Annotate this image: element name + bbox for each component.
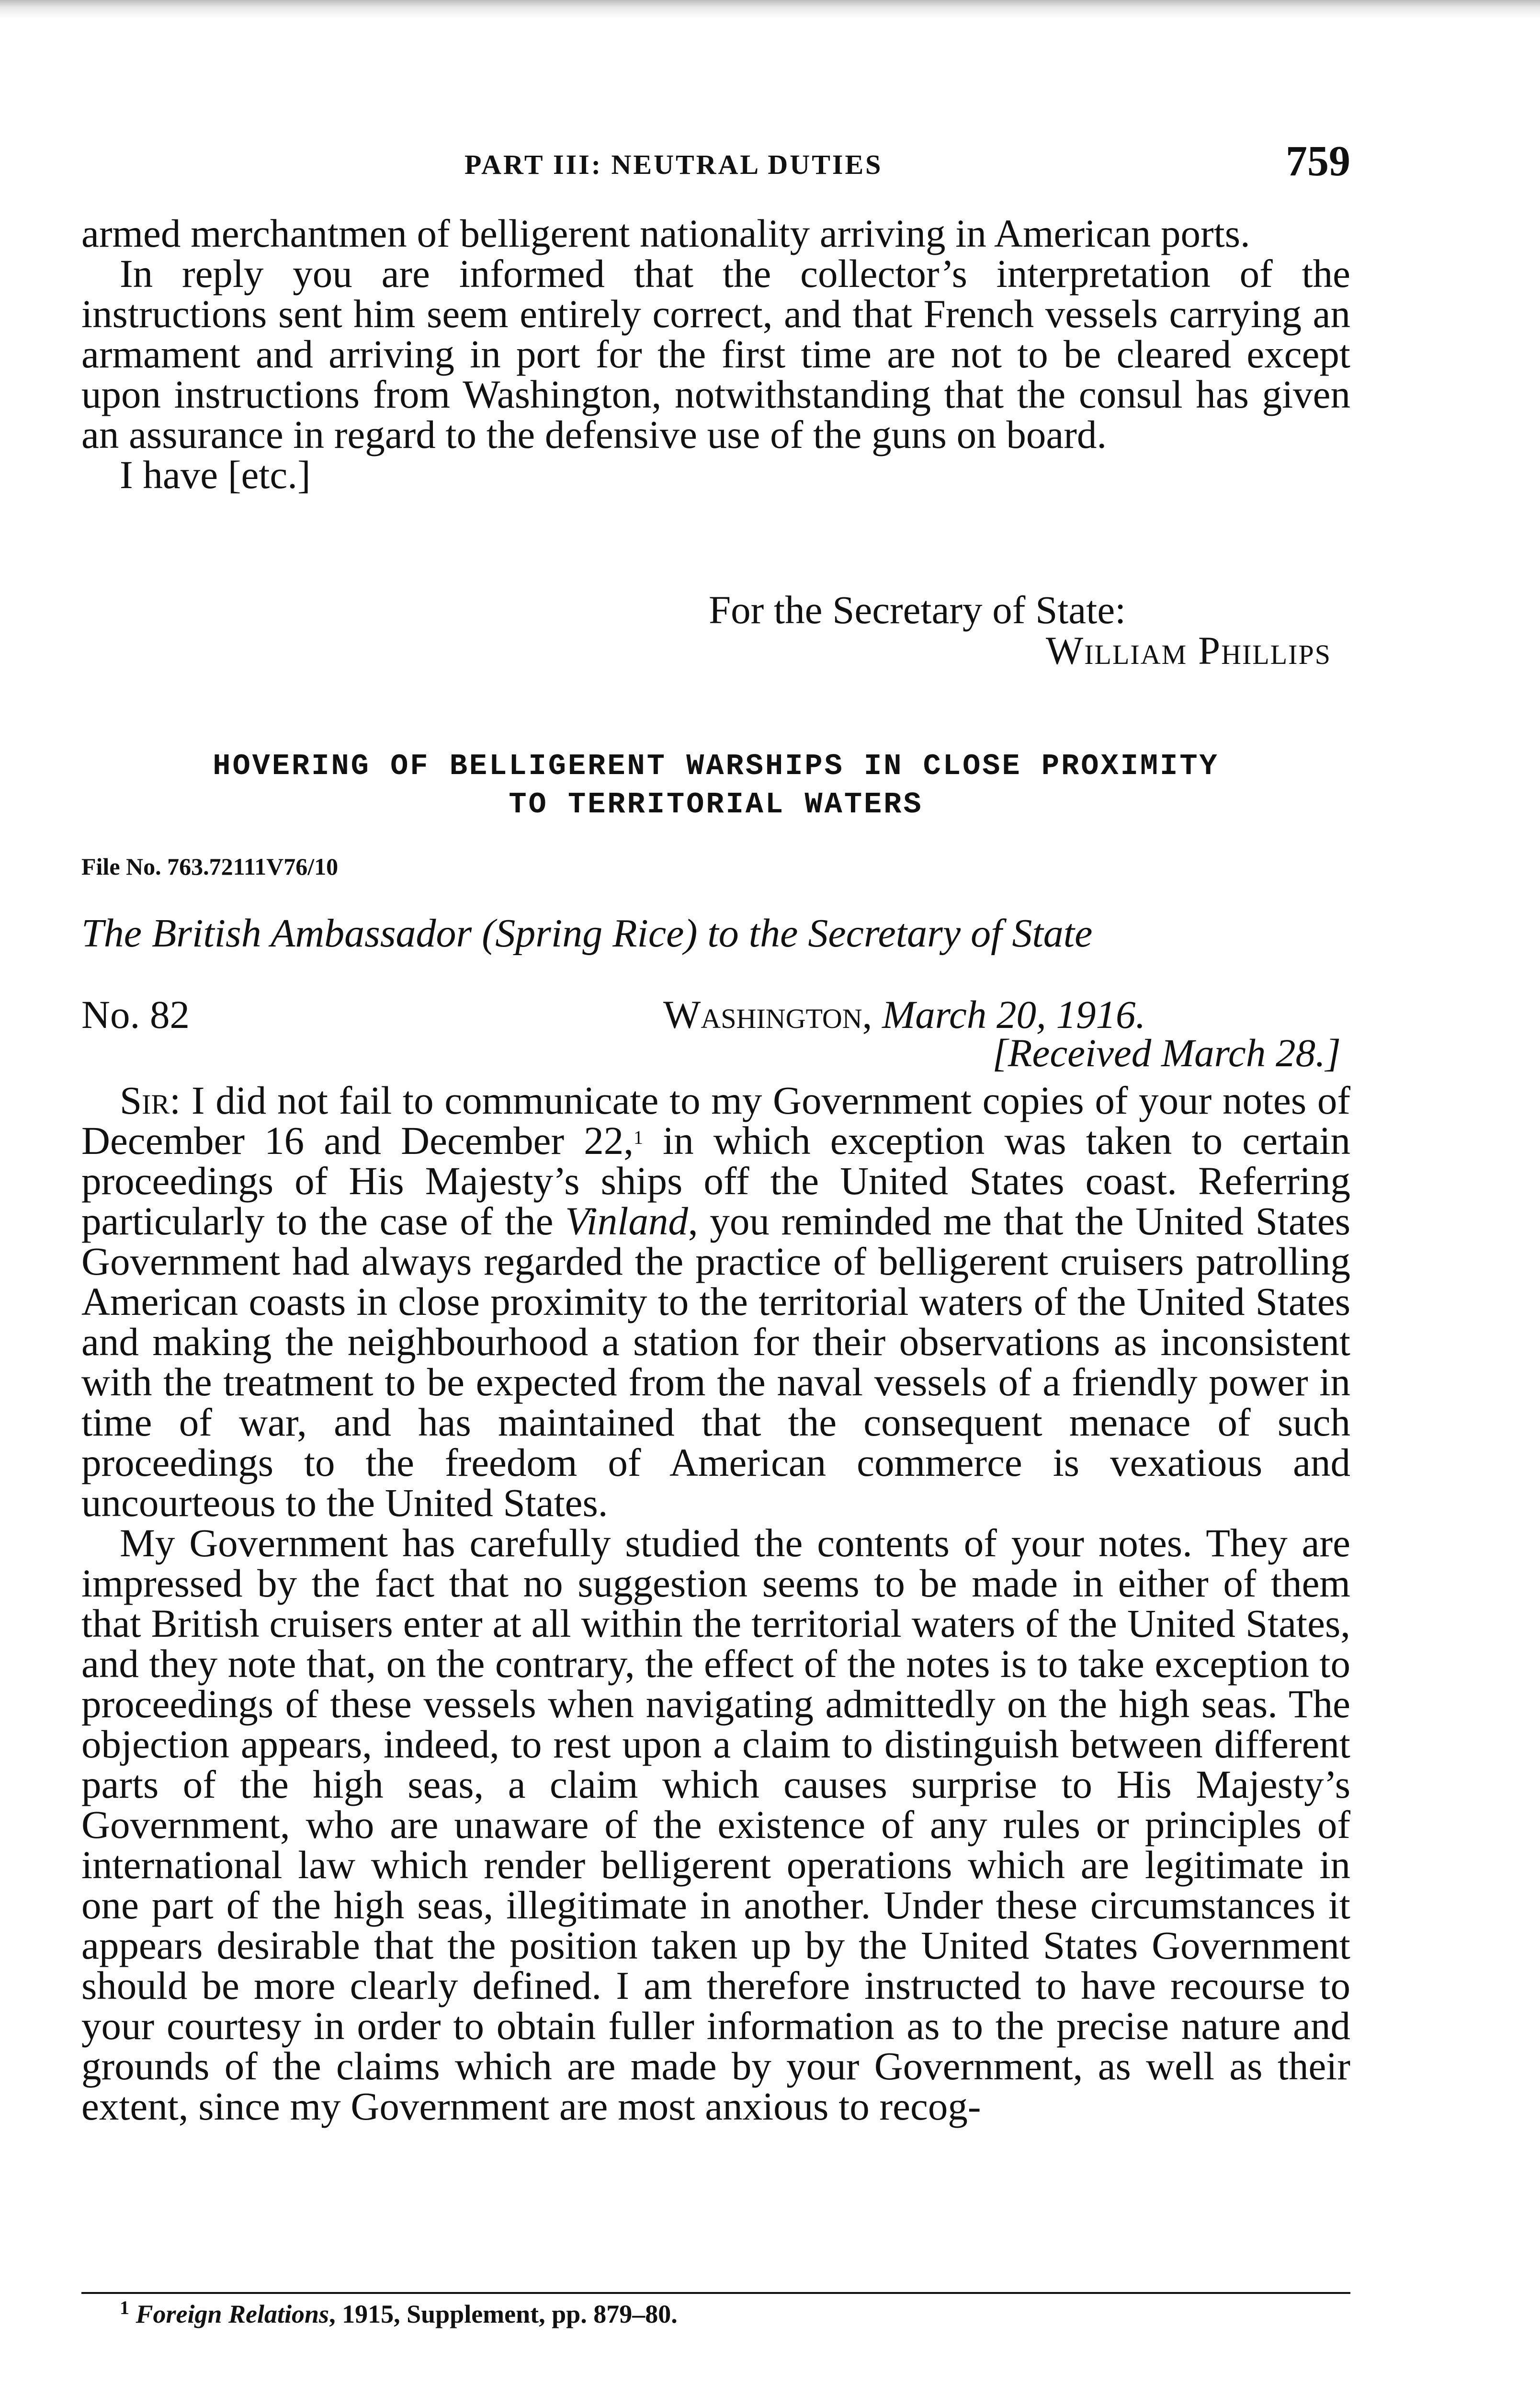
closing: I have [etc.] bbox=[120, 453, 311, 497]
document-number: No. 82 bbox=[81, 992, 190, 1037]
paragraph: armed merchantmen of belligerent nationality arriving in American ports. bbox=[81, 211, 1250, 255]
footnote-divider bbox=[81, 2292, 1350, 2294]
footnote bbox=[120, 2299, 678, 2329]
section-heading-line: TO TERRITORIAL WATERS bbox=[509, 787, 923, 821]
file-number: File No. 763.72111V76/10 bbox=[81, 853, 339, 880]
date: March 20, 1916. bbox=[882, 992, 1146, 1037]
signatory-name: William Phillips bbox=[1045, 628, 1331, 673]
footnote-reference: 1 bbox=[634, 1127, 644, 1148]
ship-name: Vinland bbox=[565, 1199, 688, 1243]
paragraph: In reply you are informed that the collector’s interpretation of the instructions sent him seem entirely correct, and that French vessels carrying an armament and arriving in port for the first time are not to be cleared except upon instructions from Washington, notwithstanding that the consul has given an assurance in regard to the defensive use of the guns on board. bbox=[81, 251, 1350, 456]
letter-continuation bbox=[81, 213, 1350, 495]
text-run: , you reminded me that the United States Government had always regarded the practice of belligerent cruisers patrolling American coasts in close proximity to the territorial waters of the United States and making the neighbourhood a station for their observations as inconsistent with the treatment to be expected from the naval vessels of a friendly power in time of war, and has maintained that the consequent menace of such proceedings to the freedom of American commerce is vexatious and uncourteous to the United States. bbox=[81, 1199, 1351, 1525]
received-date: [Received March 28.] bbox=[992, 1031, 1341, 1075]
page-number: 759 bbox=[1286, 137, 1350, 185]
salutation: Sir: bbox=[120, 1078, 181, 1122]
footnote-marker: 1 bbox=[120, 2297, 129, 2318]
document-page bbox=[81, 0, 1350, 2395]
paragraph: My Government has carefully studied the contents of your notes. They are impressed by the fact that no suggestion seems to be made in either of them that British cruisers enter at all within the territorial waters of the United States, and they note that, on the contrary, the effect of the notes is to take exception to proceedings of these vessels when navigating admittedly on the high seas. The objection appears, indeed, to rest upon a claim to distinguish between different parts of the high seas, a claim which causes surprise to His Majesty’s Government, who are unaware of the existence of any rules or principles of international law which render belligerent operations which are legitimate in one part of the high seas, illegitimate in another. Under these circumstances it appears desirable that the position taken up by the United States Government should be more clearly defined. I am therefore instructed to have recourse to your courtesy in order to obtain fuller information as to the precise nature and grounds of the claims which are made by your Government, as well as their extent, since my Government are most anxious to recog- bbox=[81, 1521, 1350, 2128]
section-heading bbox=[81, 747, 1350, 824]
text-run: I did not fail to communicate to my Government copies of your notes of December 16 and December 22, bbox=[81, 1078, 1350, 1163]
footnote-source: Foreign Relations bbox=[136, 2300, 329, 2328]
section-heading-line: HOVERING OF BELLIGERENT WARSHIPS IN CLOSE PROXIMITY bbox=[213, 749, 1219, 783]
document-title: The British Ambassador (Spring Rice) to the Secretary of State bbox=[81, 911, 1093, 956]
letter-body bbox=[81, 1080, 1350, 2126]
signature-line: For the Secretary of State: bbox=[709, 588, 1126, 632]
paragraph bbox=[81, 1080, 1350, 1523]
footnote-text: , 1915, Supplement, pp. 879–80. bbox=[329, 2300, 678, 2328]
signature-block bbox=[81, 572, 1350, 673]
running-head bbox=[81, 137, 1350, 185]
running-title: PART III: NEUTRAL DUTIES bbox=[464, 149, 883, 180]
text-run: in which exception was taken to certain proceedings of His Majesty’s ships off the United States coast. Referring particularly to the case of the bbox=[81, 1118, 1350, 1243]
place: Washington, bbox=[663, 992, 872, 1037]
